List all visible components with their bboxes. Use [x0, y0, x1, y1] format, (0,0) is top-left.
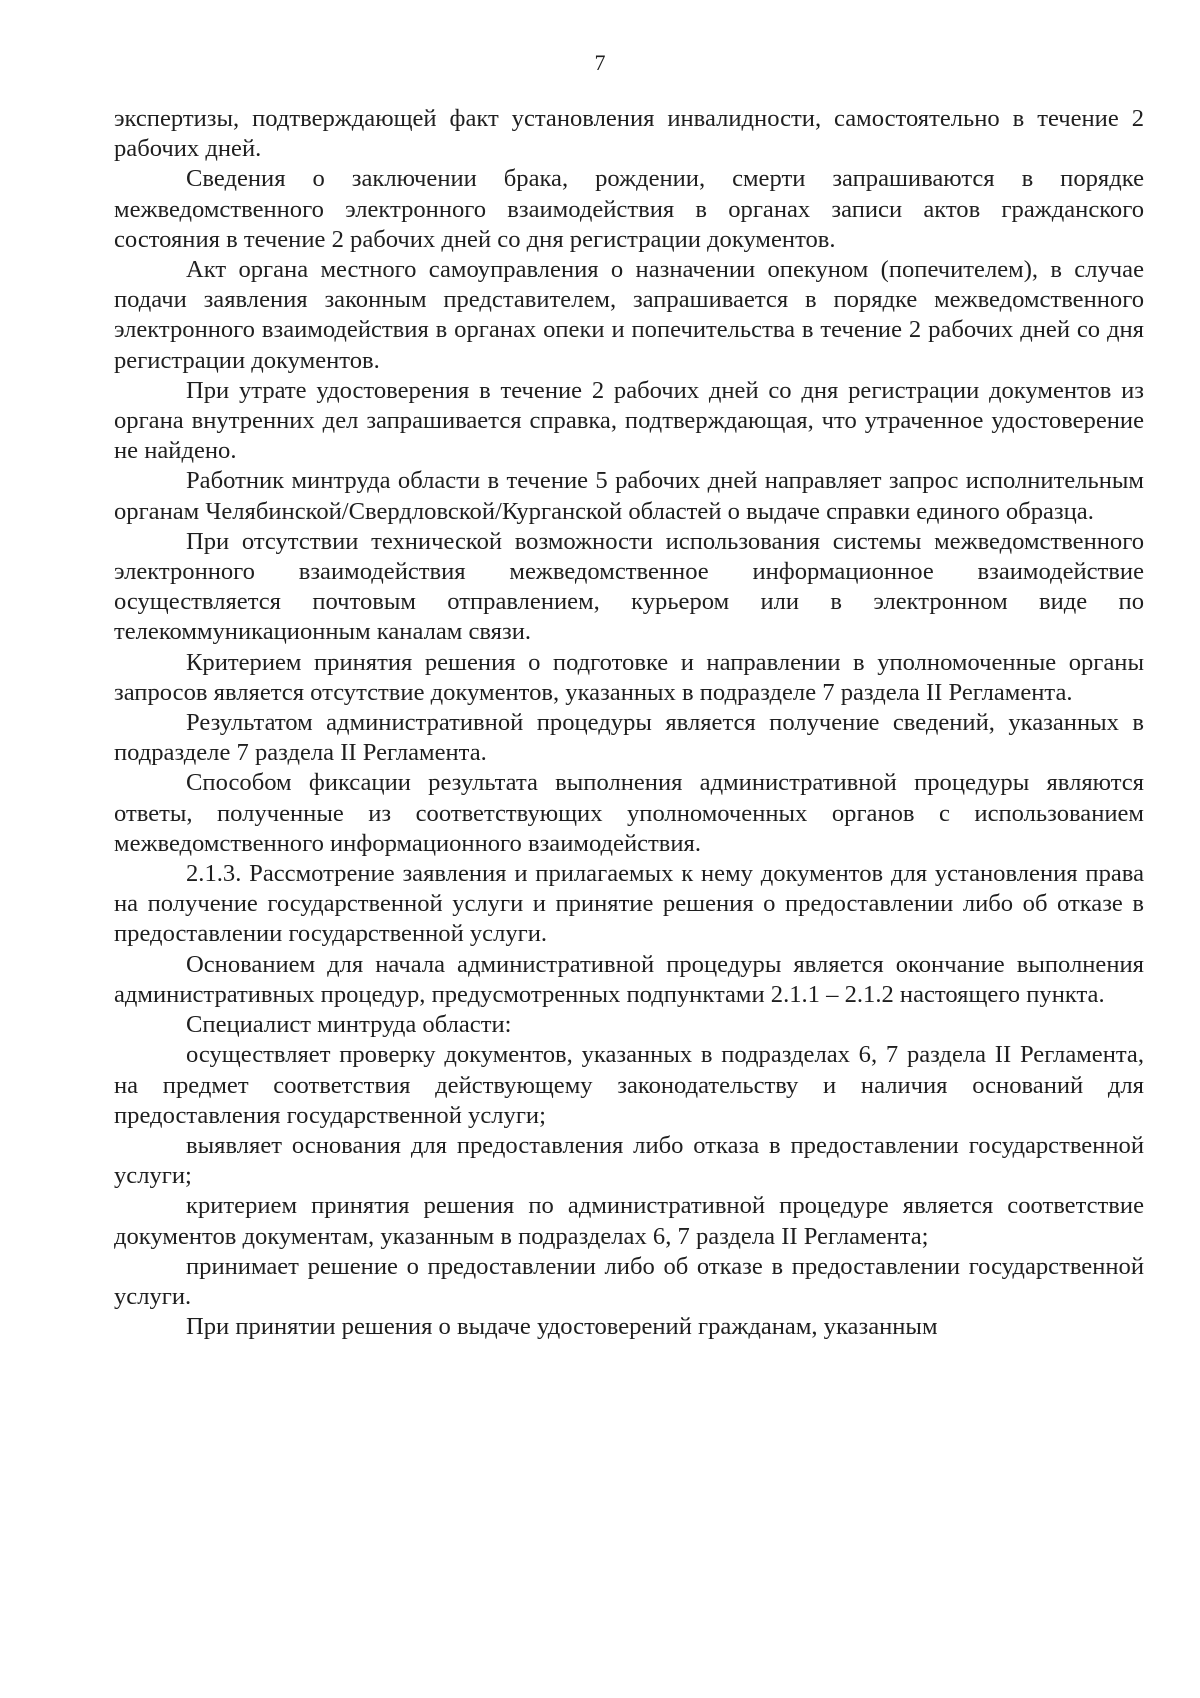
- paragraph-result-recording: Способом фиксации результата выполнения административной процедуры являются ответы, полученные из соответствующих уполномоченных органов с использованием межведомственного информационного взаимодействия.: [114, 769, 1144, 857]
- paragraph-procedure-basis: Основанием для начала административной процедуры является окончание выполнения административных процедур, предусмотренных подпунктами 2.1.1 – 2.1.2 настоящего пункта.: [114, 950, 1144, 1008]
- page-number: 7: [594, 50, 606, 75]
- paragraph-procedure-result: Результатом административной процедуры является получение сведений, указанных в подразделе 7 раздела II Регламента.: [114, 709, 1144, 767]
- paragraph-continuation: экспертизы, подтверждающей факт установления инвалидности, самостоятельно в течение 2 рабочих дней.: [114, 105, 1144, 163]
- paragraph-issuance-decision: При принятии решения о выдаче удостоверений гражданам, указанным: [186, 1313, 938, 1341]
- paragraph-lost-certificate: При утрате удостоверения в течение 2 рабочих дней со дня регистрации документов из органа внутренних дел запрашивается справка, подтверждающая, что утраченное удостоверение не найдено.: [114, 376, 1144, 465]
- document-body: [114, 104, 1144, 1342]
- paragraph-decision-criterion: Критерием принятия решения о подготовке и направлении в уполномоченные органы запросов является отсутствие документов, указанных в подразделе 7 раздела II Регламента.: [114, 648, 1144, 706]
- paragraph-specialist: Специалист минтруда области:: [186, 1011, 512, 1039]
- paragraph-document-check: осуществляет проверку документов, указанных в подразделах 6, 7 раздела II Регламента, на предмет соответствия действующему законодательству и наличия оснований для предоставления государственной услуги;: [114, 1041, 1144, 1129]
- paragraph-makes-decision: принимает решение о предоставлении либо об отказе в предоставлении государственной услуги.: [114, 1252, 1144, 1310]
- paragraph-regional-request: Работник минтруда области в течение 5 рабочих дней направляет запрос исполнительным органам Челябинской/Свердловской/Курганской областей о выдаче справки единого образца.: [114, 467, 1144, 525]
- paragraph-criterion-compliance: критерием принятия решения по административной процедуре является соответствие документов документам, указанным в подразделах 6, 7 раздела II Регламента;: [114, 1192, 1144, 1250]
- paragraph-section-2-1-3: 2.1.3. Рассмотрение заявления и прилагаемых к нему документов для установления права на получение государственной услуги и принятие решения о предоставлении либо об отказе в предоставлении государственной услуги.: [114, 860, 1144, 948]
- paragraph-civil-registry-info: Сведения о заключении брака, рождении, смерти запрашиваются в порядке межведомственного электронного взаимодействия в органах записи актов гражданского состояния в течение 2 рабочих дней со дня регистрации документов.: [114, 165, 1144, 253]
- paragraph-no-technical-possibility: При отсутствии технической возможности использования системы межведомственного электронного взаимодействия межведомственное информационное взаимодействие осуществляется почтовым отправлением, курьером или в электронном виде по телекоммуникационным каналам связи.: [114, 527, 1144, 646]
- paragraph-identify-grounds: выявляет основания для предоставления либо отказа в предоставлении государственной услуги;: [114, 1131, 1144, 1190]
- paragraph-guardianship-act: Акт органа местного самоуправления о назначении опекуном (попечителем), в случае подачи заявления законным представителем, запрашивается в порядке межведомственного электронного взаимодействия в органах опеки и попечительства в течение 2 рабочих дней со дня регистрации документов.: [114, 256, 1144, 374]
